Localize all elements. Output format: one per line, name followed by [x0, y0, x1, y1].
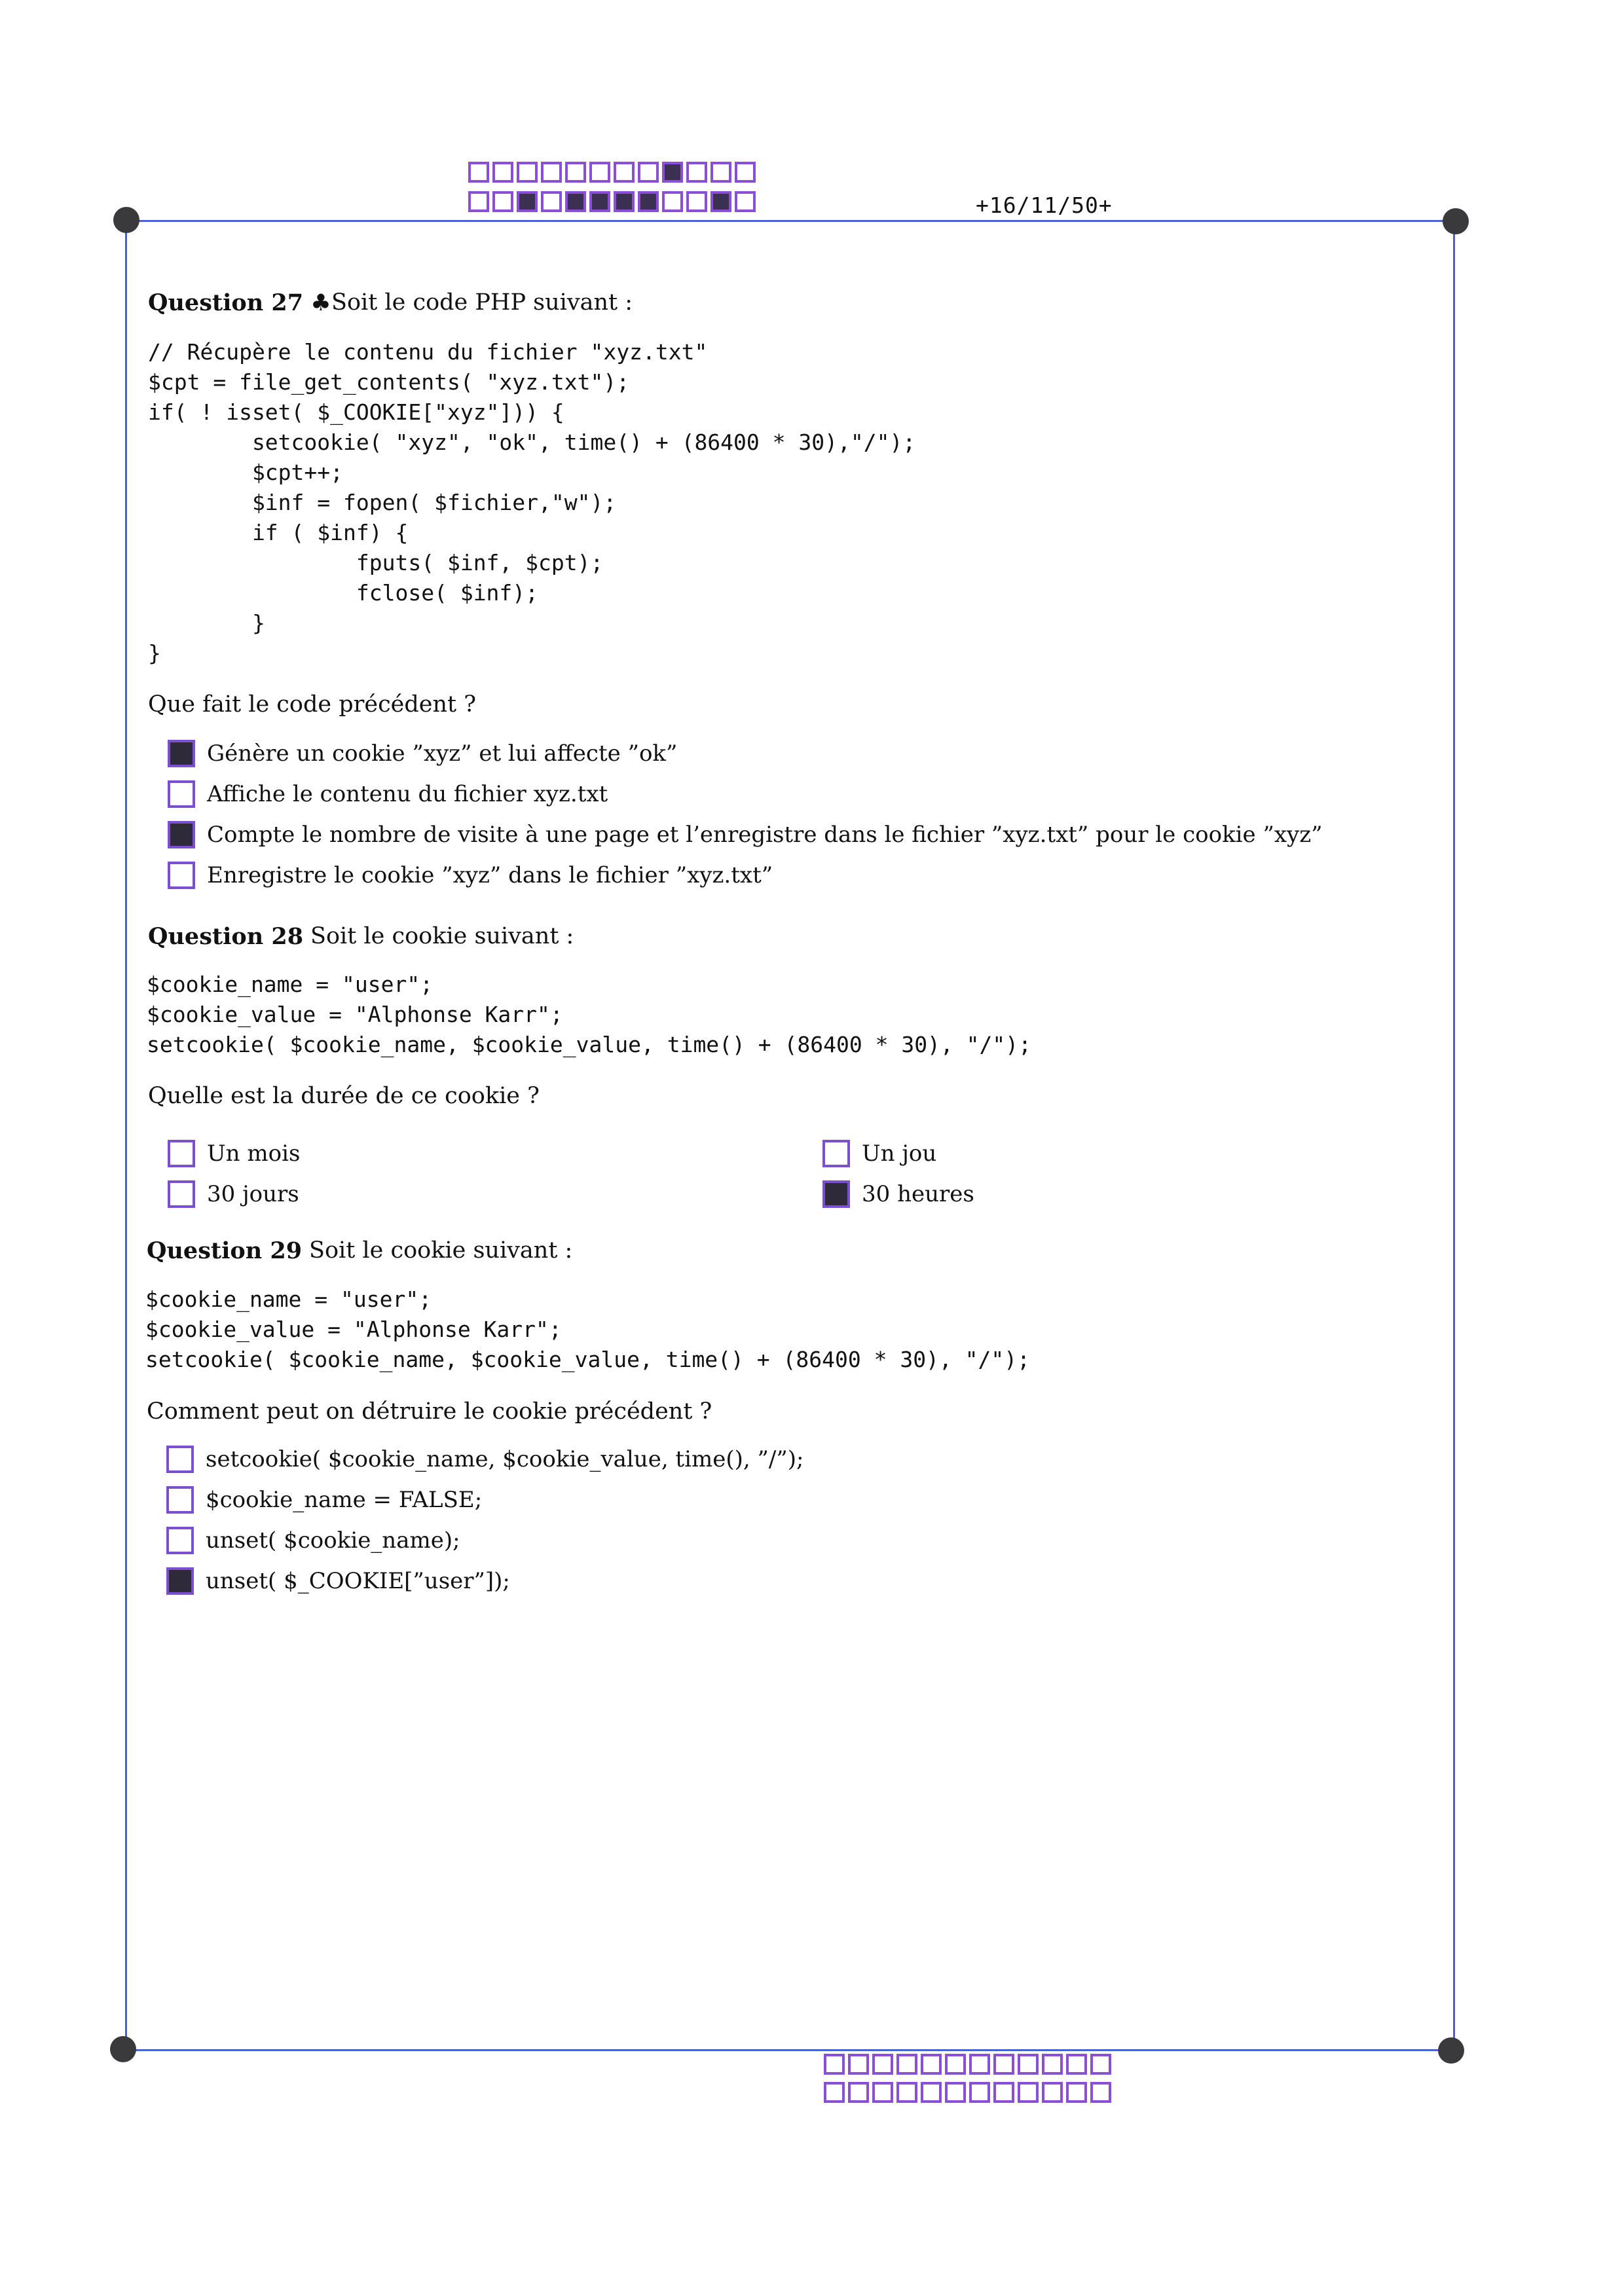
code-box	[1090, 2054, 1111, 2075]
code-box	[872, 2082, 893, 2103]
question-27-prompt: Que fait le code précédent ?	[148, 691, 477, 718]
q28-answer-1-label: Un mois	[207, 1140, 301, 1167]
question-29-title: Question 29	[147, 1237, 303, 1264]
q28-answer-4-checkbox-checked[interactable]	[822, 1180, 850, 1208]
code-box	[735, 162, 756, 183]
code-box	[1090, 2082, 1111, 2103]
frame-bottom-line	[122, 2049, 1452, 2051]
code-box	[589, 162, 610, 183]
code-box	[1066, 2054, 1087, 2075]
corner-mark-bottom-left	[110, 2036, 136, 2062]
code-box-row-bottom-1	[824, 2054, 1115, 2075]
code-box	[710, 162, 731, 183]
q29-answer-1-checkbox[interactable]	[166, 1446, 194, 1473]
q28-answer-3-label: 30 jours	[207, 1181, 299, 1207]
question-27-title: Question 27 ♣	[148, 289, 331, 316]
code-box	[1042, 2082, 1063, 2103]
frame-right-line	[1453, 220, 1455, 2050]
q28-answer-3-checkbox[interactable]	[168, 1180, 195, 1208]
q29-answer-3-checkbox[interactable]	[166, 1527, 194, 1554]
code-box	[565, 191, 586, 212]
q27-answer-2[interactable]	[168, 780, 608, 808]
code-box	[896, 2082, 917, 2103]
code-box	[848, 2082, 869, 2103]
q28-answer-2-label: Un jou	[862, 1140, 937, 1167]
code-box	[492, 191, 513, 212]
code-box	[945, 2082, 966, 2103]
code-box	[589, 191, 610, 212]
q27-answer-3[interactable]	[168, 821, 1323, 848]
code-box	[969, 2082, 990, 2103]
q29-answer-3[interactable]	[166, 1527, 460, 1554]
question-28-prompt: Quelle est la durée de ce cookie ?	[148, 1083, 540, 1109]
code-box-row-bottom-2	[824, 2082, 1115, 2103]
code-box	[710, 191, 731, 212]
question-29-prompt: Comment peut on détruire le cookie précédent ?	[147, 1398, 712, 1425]
code-box	[945, 2054, 966, 2075]
frame-top-line	[126, 220, 1456, 222]
q28-answer-3[interactable]	[168, 1180, 299, 1208]
question-27-code: // Récupère le contenu du fichier "xyz.txt" $cpt = file_get_contents( "xyz.txt"); if( ! isset( $_COOKIE["xyz"])) { setcookie( "xyz", "ok", time() + (86400 * 30),"/"); $cpt++; $inf = fopen( $fichier,"w"); if ( $inf) { fputs( $inf, $cpt); fclose( $inf); } }	[148, 339, 916, 666]
q29-answer-2[interactable]	[166, 1486, 482, 1514]
question-28-title: Question 28	[148, 923, 304, 950]
code-box	[565, 162, 586, 183]
q28-answer-2-checkbox[interactable]	[822, 1140, 850, 1167]
question-29-code: $cookie_name = "user"; $cookie_value = "Alphonse Karr"; setcookie( $cookie_name, $cookie_value, time() + (86400 * 30), "/");	[145, 1286, 1031, 1372]
q28-answer-4[interactable]	[822, 1180, 974, 1208]
frame-left-line	[125, 220, 127, 2050]
q28-answer-2[interactable]	[822, 1140, 936, 1167]
code-box	[993, 2054, 1014, 2075]
code-box	[614, 191, 635, 212]
code-box	[614, 162, 635, 183]
corner-mark-bottom-right	[1438, 2037, 1464, 2064]
q28-answer-4-label: 30 heures	[862, 1181, 974, 1207]
q29-answer-2-checkbox[interactable]	[166, 1486, 194, 1514]
code-box	[969, 2054, 990, 2075]
code-box	[468, 162, 489, 183]
code-box	[541, 191, 562, 212]
q29-answer-3-label: unset( $cookie_name);	[206, 1527, 460, 1554]
code-box	[993, 2082, 1014, 2103]
q29-answer-4-label: unset( $_COOKIE[”user”]);	[206, 1568, 510, 1594]
code-box	[662, 191, 683, 212]
code-box	[1018, 2082, 1039, 2103]
question-28-code: $cookie_name = "user"; $cookie_value = "Alphonse Karr"; setcookie( $cookie_name, $cookie_value, time() + (86400 * 30), "/");	[147, 972, 1032, 1057]
q29-answer-1-label: setcookie( $cookie_name, $cookie_value, time(), ”/”);	[206, 1446, 804, 1472]
question-29-intro: Soit le cookie suivant :	[309, 1237, 573, 1264]
code-box-row-top-1	[468, 162, 759, 183]
code-box	[1066, 2082, 1087, 2103]
club-suit-icon: ♣	[310, 290, 331, 316]
page-id: +16/11/50+	[976, 192, 1113, 218]
q28-answer-1-checkbox[interactable]	[168, 1140, 195, 1167]
code-box	[517, 191, 538, 212]
q27-answer-2-label: Affiche le contenu du fichier xyz.txt	[207, 781, 608, 807]
code-box	[921, 2054, 942, 2075]
question-27-intro: Soit le code PHP suivant :	[331, 289, 633, 316]
code-box	[638, 162, 659, 183]
q27-answer-4-checkbox[interactable]	[168, 862, 195, 889]
q27-answer-1-checkbox-checked[interactable]	[168, 740, 195, 767]
code-box-row-top-2	[468, 191, 759, 212]
q27-answer-1[interactable]	[168, 740, 677, 767]
code-box	[686, 162, 707, 183]
q27-answer-4[interactable]	[168, 862, 773, 889]
code-box	[492, 162, 513, 183]
code-box	[541, 162, 562, 183]
q29-answer-2-label: $cookie_name = FALSE;	[206, 1487, 483, 1513]
q28-answer-1[interactable]	[168, 1140, 300, 1167]
code-box	[735, 191, 756, 212]
corner-mark-top-right	[1443, 208, 1469, 234]
question-28-intro: Soit le cookie suivant :	[310, 923, 574, 949]
code-box	[824, 2054, 845, 2075]
q29-answer-4-checkbox-checked[interactable]	[166, 1567, 194, 1595]
code-box	[638, 191, 659, 212]
q29-answer-4[interactable]	[166, 1567, 510, 1595]
code-box	[921, 2082, 942, 2103]
corner-mark-top-left	[113, 207, 139, 233]
q27-answer-4-label: Enregistre le cookie ”xyz” dans le fichier ”xyz.txt”	[207, 862, 773, 888]
code-box	[468, 191, 489, 212]
code-box	[517, 162, 538, 183]
q29-answer-1[interactable]	[166, 1446, 803, 1473]
code-box	[1042, 2054, 1063, 2075]
code-box	[1018, 2054, 1039, 2075]
q27-answer-3-checkbox-checked[interactable]	[168, 821, 195, 848]
q27-answer-2-checkbox[interactable]	[168, 780, 195, 808]
q27-answer-1-label: Génère un cookie ”xyz” et lui affecte ”ok”	[207, 740, 678, 767]
code-box	[824, 2082, 845, 2103]
q27-answer-3-label: Compte le nombre de visite à une page et l’enregistre dans le fichier ”xyz.txt” pour le cookie ”xyz”	[207, 822, 1323, 848]
code-box	[848, 2054, 869, 2075]
code-box	[872, 2054, 893, 2075]
code-box	[896, 2054, 917, 2075]
code-box	[662, 162, 683, 183]
code-box	[686, 191, 707, 212]
